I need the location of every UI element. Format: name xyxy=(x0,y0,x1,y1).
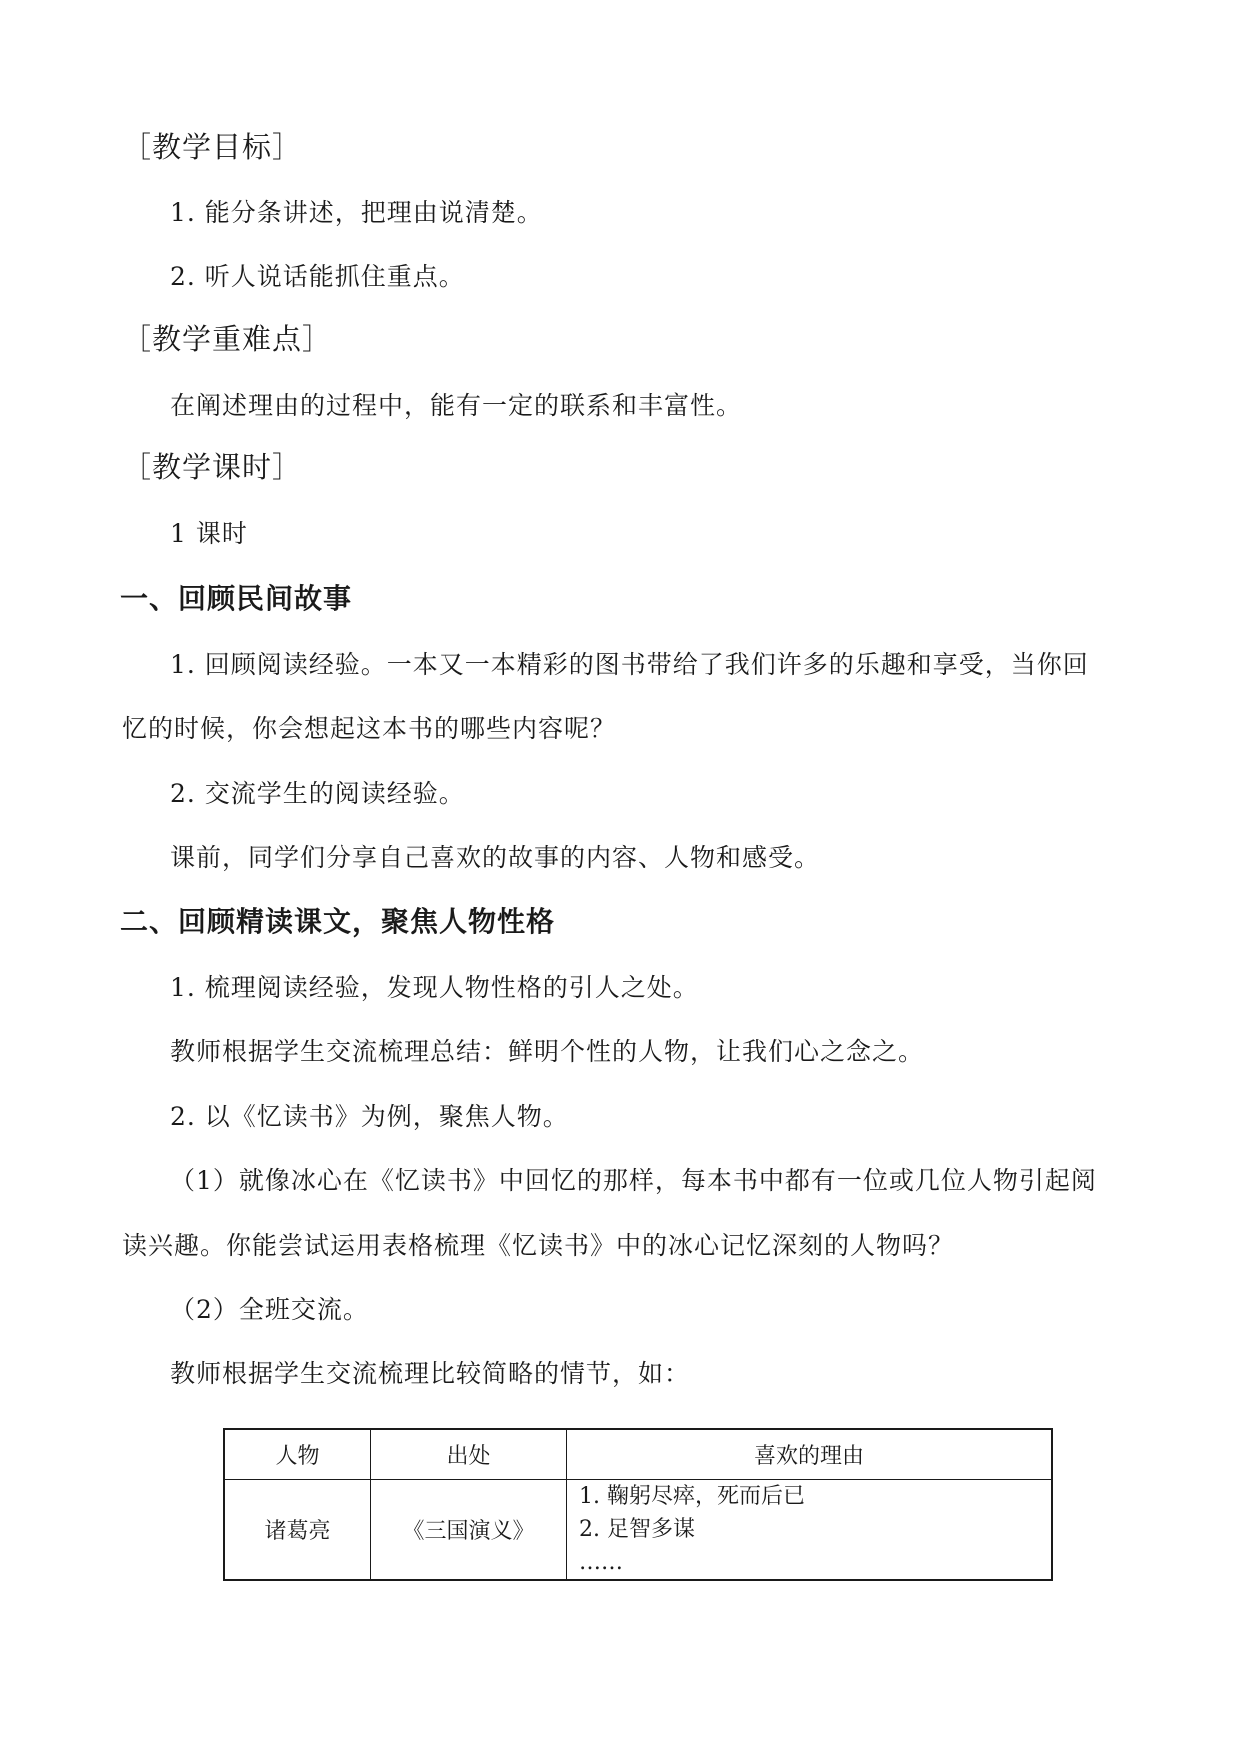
table-header-row xyxy=(224,1429,1052,1480)
table-cell-source: 《三国演义》 xyxy=(371,1480,567,1581)
table-cell-reasons xyxy=(567,1480,1053,1581)
period-text: 1 课时 xyxy=(170,519,248,548)
part-2-paragraph-5: （2）全班交流。 xyxy=(170,1295,369,1324)
part-2-paragraph-4-line-1: （1）就像冰心在《忆读书》中回忆的那样，每本书中都有一位或几位人物引起阅 xyxy=(170,1166,1097,1195)
reason-item-ellipsis: …… xyxy=(579,1550,623,1575)
part-2-paragraph-3: 2. 以《忆读书》为例，聚焦人物。 xyxy=(170,1102,569,1131)
teaching-period-heading: ［教学课时］ xyxy=(122,450,303,484)
table-header-source: 出处 xyxy=(371,1429,567,1480)
reason-list xyxy=(567,1480,1051,1579)
objective-item-1: 1. 能分条讲述，把理由说清楚。 xyxy=(170,198,543,227)
part-2-paragraph-1: 1. 梳理阅读经验，发现人物性格的引人之处。 xyxy=(170,973,699,1002)
reason-item-1: 1. 鞠躬尽瘁，死而后已 xyxy=(579,1484,805,1509)
part-2-title: 二、回顾精读课文，聚焦人物性格 xyxy=(120,905,556,938)
character-table xyxy=(223,1428,1053,1581)
part-2-paragraph-2: 教师根据学生交流梳理总结：鲜明个性的人物，让我们心之念之。 xyxy=(170,1037,925,1066)
part-1-paragraph-3: 课前，同学们分享自己喜欢的故事的内容、人物和感受。 xyxy=(170,843,821,872)
part-1-paragraph-1-line-2: 忆的时候，你会想起这本书的哪些内容呢？ xyxy=(122,714,617,743)
table-row xyxy=(224,1480,1052,1581)
teaching-difficulty-heading: ［教学重难点］ xyxy=(122,322,333,356)
part-1-paragraph-1-line-1: 1. 回顾阅读经验。一本又一本精彩的图书带给了我们许多的乐趣和享受，当你回 xyxy=(170,650,1089,679)
part-2-paragraph-6: 教师根据学生交流梳理比较简略的情节，如： xyxy=(170,1359,691,1388)
table-header-reason: 喜欢的理由 xyxy=(567,1429,1053,1480)
table-header-person: 人物 xyxy=(224,1429,371,1480)
objective-item-2: 2. 听人说话能抓住重点。 xyxy=(170,262,465,291)
reason-item-2: 2. 足智多谋 xyxy=(579,1517,695,1542)
table-cell-person: 诸葛亮 xyxy=(224,1480,371,1581)
difficulty-text: 在阐述理由的过程中，能有一定的联系和丰富性。 xyxy=(170,391,743,420)
part-2-paragraph-4-line-2: 读兴趣。你能尝试运用表格梳理《忆读书》中的冰心记忆深刻的人物吗？ xyxy=(122,1231,955,1260)
teaching-objectives-heading: ［教学目标］ xyxy=(122,130,303,164)
part-1-title: 一、回顾民间故事 xyxy=(120,582,353,615)
part-1-paragraph-2: 2. 交流学生的阅读经验。 xyxy=(170,779,465,808)
